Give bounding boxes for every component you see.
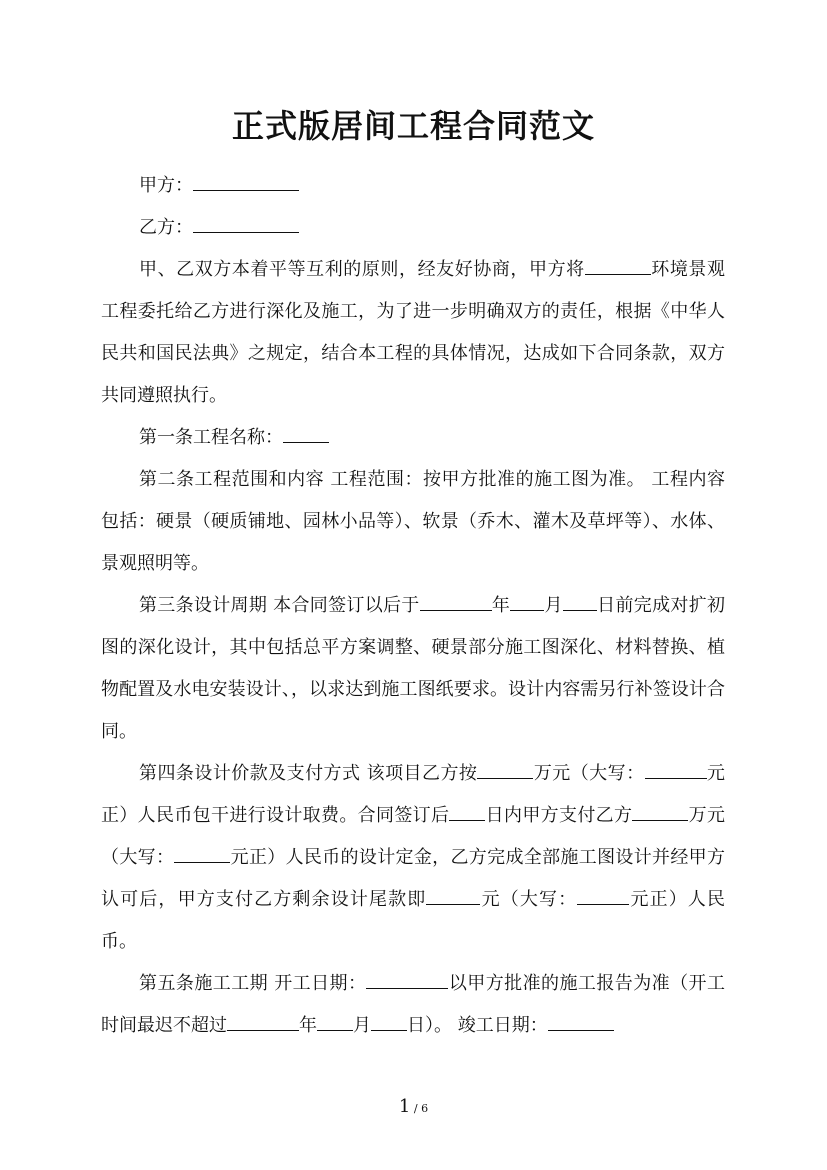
document-body <box>101 165 725 1047</box>
intro-paragraph <box>101 249 725 417</box>
article-4-text-7: 元（大写： <box>480 889 578 910</box>
blank-line <box>510 588 544 611</box>
article-2-text: 第二条工程范围和内容 工程范围：按甲方批准的施工图为准。 工程内容包括：硬景（硬质铺地、园林小品等）、软景（乔木、灌木及草坪等）、水体、景观照明等。 <box>101 469 725 574</box>
blank-line <box>426 882 480 905</box>
article-1-paragraph <box>101 417 725 459</box>
blank-line <box>585 252 651 275</box>
article-4-text-5: 万元（大写： <box>101 805 726 868</box>
blank-line <box>420 588 492 611</box>
article-5-paragraph <box>101 963 725 1047</box>
article-5-text-2: 以甲方批准的施工报告为准（开工时间最迟不超过 <box>101 973 725 1036</box>
article-3-paragraph <box>101 585 725 753</box>
article-4-text-4: 日内甲方支付乙方 <box>485 805 633 826</box>
blank-line <box>371 1008 407 1031</box>
blank-line <box>193 210 299 233</box>
article-3-text-1: 第三条设计周期 本合同签订以后于 <box>139 595 420 616</box>
article-5-text-1: 第五条施工工期 开工日期： <box>139 973 367 994</box>
article-4-text-3: 元正）人民币包干进行设计取费。合同签订后 <box>101 763 726 826</box>
blank-line <box>548 1008 614 1031</box>
article-3-text-4: 日前完成对扩初图的深化设计，其中包括总平方案调整、硬景部分施工图深化、材料替换、植物配置及水电安装设计、，以求达到施工图纸要求。设计内容需另行补签设计合同。 <box>101 595 726 742</box>
total-pages: / 6 <box>410 1102 429 1115</box>
party-a-line <box>101 165 725 207</box>
blank-line <box>477 756 533 779</box>
blank-line <box>193 168 299 191</box>
intro-text-1: 甲、乙双方本着平等互利的原则，经友好协商，甲方将 <box>139 259 585 280</box>
party-b-line <box>101 207 725 249</box>
article-5-text-3: 年 <box>299 1015 317 1036</box>
blank-line <box>283 420 329 443</box>
blank-line <box>563 588 597 611</box>
article-4-text-8: 元正）人民币。 <box>101 889 726 952</box>
blank-line <box>227 1008 299 1031</box>
article-1-text: 第一条工程名称： <box>139 427 283 448</box>
blank-line <box>317 1008 353 1031</box>
blank-line <box>632 798 688 821</box>
article-4-text-2: 万元（大写： <box>533 763 645 784</box>
current-page: 1 <box>398 1096 411 1117</box>
document-title: 正式版居间工程合同范文 <box>231 107 595 145</box>
intro-text-2: 环境景观工程委托给乙方进行深化及施工，为了进一步明确双方的责任，根据《中华人民共和国民法典》之规定，结合本工程的具体情况，达成如下合同条款，双方共同遵照执行。 <box>101 259 726 406</box>
blank-line <box>645 756 707 779</box>
blank-line <box>366 966 448 989</box>
article-4-paragraph <box>101 753 725 963</box>
article-3-text-3: 月 <box>544 595 563 616</box>
blank-line <box>449 798 485 821</box>
page-number <box>0 1093 827 1123</box>
article-2-paragraph <box>101 459 725 585</box>
party-a-label: 甲方： <box>139 175 193 196</box>
article-5-text-5: 日）。 竣工日期： <box>407 1015 548 1036</box>
party-b-label: 乙方： <box>139 217 193 238</box>
blank-line <box>174 840 230 863</box>
article-3-text-2: 年 <box>491 595 511 616</box>
article-4-text-1: 第四条设计价款及支付方式 该项目乙方按 <box>139 763 478 784</box>
article-4-text-6: 元正）人民币的设计定金，乙方完成全部施工图设计并经甲方认可后，甲方支付乙方剩余设计尾款即 <box>101 847 726 910</box>
blank-line <box>577 882 629 905</box>
article-5-text-4: 月 <box>353 1015 371 1036</box>
